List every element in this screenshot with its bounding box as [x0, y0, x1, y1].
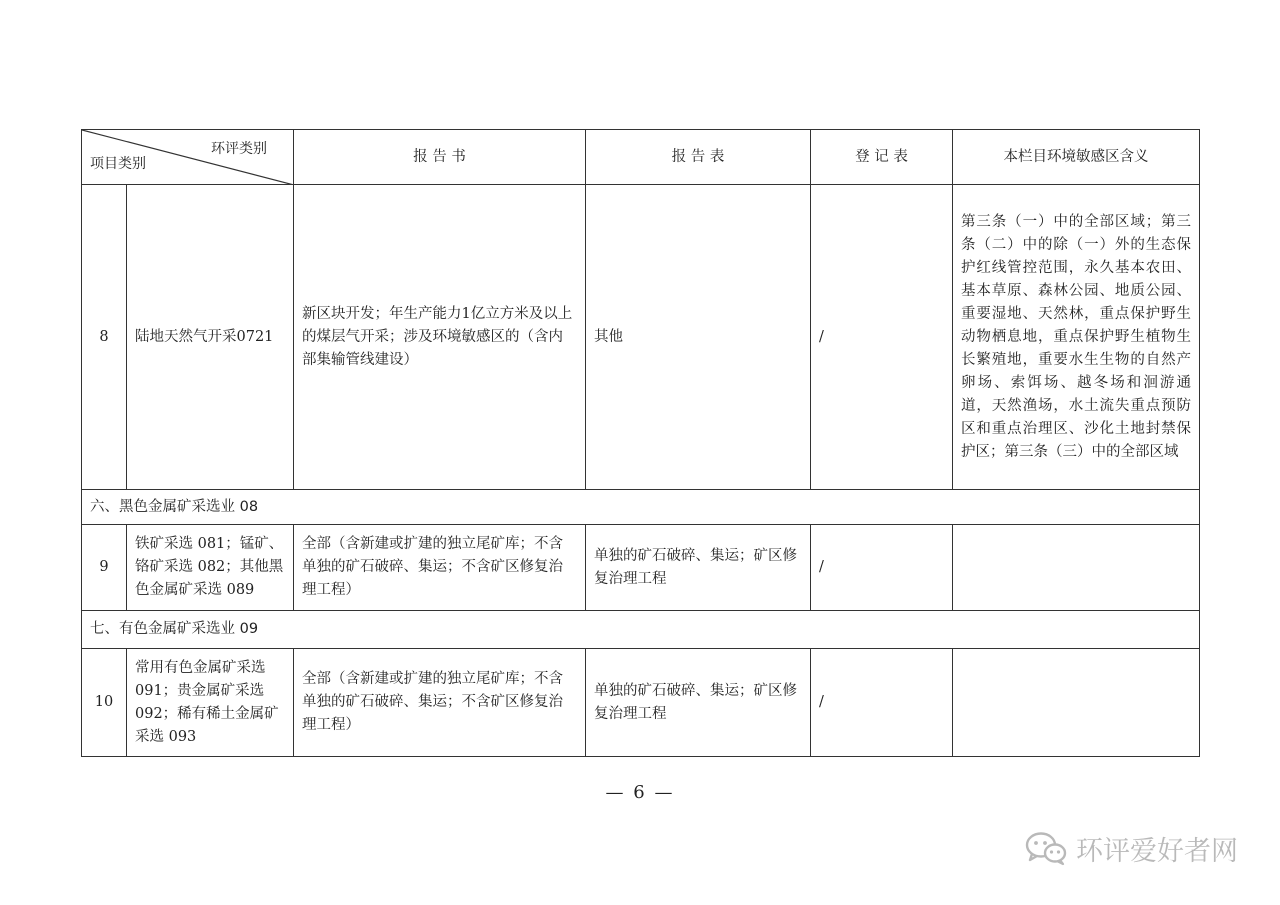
register-cell: / — [811, 525, 953, 611]
report-form-cell: 单独的矿石破碎、集运；矿区修复治理工程 — [586, 525, 811, 611]
section-row — [82, 490, 1200, 525]
report-book-cell: 全部（含新建或扩建的独立尾矿库；不含单独的矿石破碎、集运；不含矿区修复治理工程） — [294, 649, 586, 757]
register-cell: / — [811, 649, 953, 757]
sensitive-area-cell — [953, 525, 1200, 611]
report-book-cell: 新区块开发；年生产能力1亿立方米及以上的煤层气开采；涉及环境敏感区的（含内部集输管线建设） — [294, 185, 586, 490]
diagonal-header-cell — [82, 130, 294, 185]
header-row — [82, 130, 1200, 185]
section-title: 六、黑色金属矿采选业 08 — [82, 490, 1200, 525]
project-name: 常用有色金属矿采选 091；贵金属矿采选 092；稀有稀土金属矿采选 093 — [127, 649, 294, 757]
sensitive-area-cell — [953, 649, 1200, 757]
section-title: 七、有色金属矿采选业 09 — [82, 611, 1200, 649]
section-row — [82, 611, 1200, 649]
report-form-cell: 其他 — [586, 185, 811, 490]
classification-table — [81, 129, 1200, 757]
report-book-cell: 全部（含新建或扩建的独立尾矿库；不含单独的矿石破碎、集运；不含矿区修复治理工程） — [294, 525, 586, 611]
header-report-book: 报 告 书 — [294, 130, 586, 185]
wechat-icon — [1024, 830, 1068, 866]
row-number: 10 — [82, 649, 127, 757]
table-row — [82, 525, 1200, 611]
row-number: 8 — [82, 185, 127, 490]
table-row — [82, 649, 1200, 757]
row-number: 9 — [82, 525, 127, 611]
header-sensitive-area: 本栏目环境敏感区含义 — [953, 130, 1200, 185]
project-name: 铁矿采选 081；锰矿、铬矿采选 082；其他黑色金属矿采选 089 — [127, 525, 294, 611]
register-cell: / — [811, 185, 953, 490]
table-row — [82, 185, 1200, 490]
watermark-text: 环评爱好者网 — [1076, 835, 1238, 867]
header-register-form: 登 记 表 — [811, 130, 953, 185]
sensitive-area-cell: 第三条（一）中的全部区域；第三条（二）中的除（一）外的生态保护红线管控范围，永久基本农田、基本草原、森林公园、地质公园、重要湿地、天然林，重点保护野生动物栖息地，重点保护野生植物生长繁殖地，重要水生生物的自然产卵场、索饵场、越冬场和洄游通道，天然渔场，水土流失重点预防区和重点治理区、沙化土地封禁保护区；第三条（三）中的全部区域 — [953, 185, 1200, 490]
watermark — [1024, 828, 1238, 868]
project-name: 陆地天然气开采0721 — [127, 185, 294, 490]
report-form-cell: 单独的矿石破碎、集运；矿区修复治理工程 — [586, 649, 811, 757]
header-report-form: 报 告 表 — [586, 130, 811, 185]
header-category-label: 环评类别 — [211, 141, 267, 157]
page-number: — 6 — — [605, 782, 675, 803]
header-project-label: 项目类别 — [90, 156, 146, 172]
